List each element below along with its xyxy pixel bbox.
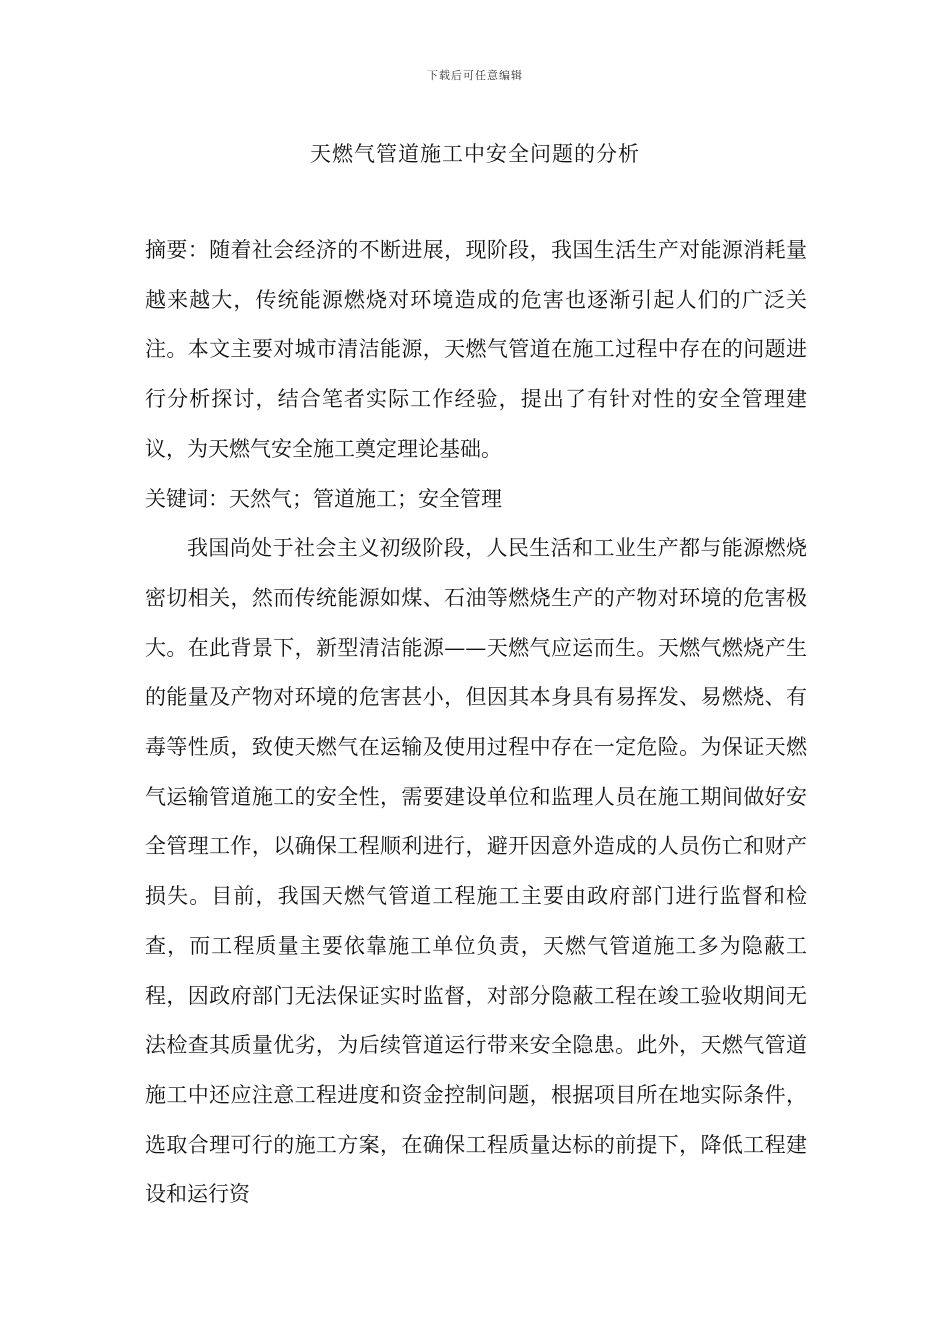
body-paragraph: 我国尚处于社会主义初级阶段，人民生活和工业生产都与能源燃烧密切相关，然而传统能源如煤、石油等燃烧生产的产物对环境的危害极大。在此背景下，新型清洁能源——天燃气应运而生。天燃气燃烧产生的能量及产物对环境的危害甚小，但因其本身具有易挥发、易燃烧、有毒等性质，致使天燃气在运输及使用过程中存在一定危险。为保证天燃气运输管道施工的安全性，需要建设单位和监理人员在施工期间做好安全管理工作，以确保工程顺利进行，避开因意外造成的人员伤亡和财产损失。目前，我国天燃气管道工程施工主要由政府部门进行监督和检查，而工程质量主要依靠施工单位负责，天燃气管道施工多为隐蔽工程，因政府部门无法保证实时监督，对部分隐蔽工程在竣工验收期间无法检查其质量优劣，为后续管道运行带来安全隐患。此外，天燃气管道施工中还应注意工程进度和资金控制问题，根据项目所在地实际条件，选取合理可行的施工方案，在确保工程质量达标的前提下，降低工程建设和运行资	[145, 536, 807, 1207]
document-body	[145, 226, 807, 1220]
abstract-paragraph: 摘要：随着社会经济的不断进展，现阶段，我国生活生产对能源消耗量越来越大，传统能源燃烧对环境造成的危害也逐渐引起人们的广泛关注。本文主要对城市清洁能源，天燃气管道在施工过程中存在的问题进行分析探讨，结合笔者实际工作经验，提出了有针对性的安全管理建议，为天燃气安全施工奠定理论基础。	[145, 238, 807, 461]
keywords-line: 关键词：天然气；管道施工；安全管理	[145, 486, 502, 511]
document-title: 天燃气管道施工中安全问题的分析	[310, 142, 640, 166]
download-note: 下载后可任意编辑	[427, 69, 523, 82]
